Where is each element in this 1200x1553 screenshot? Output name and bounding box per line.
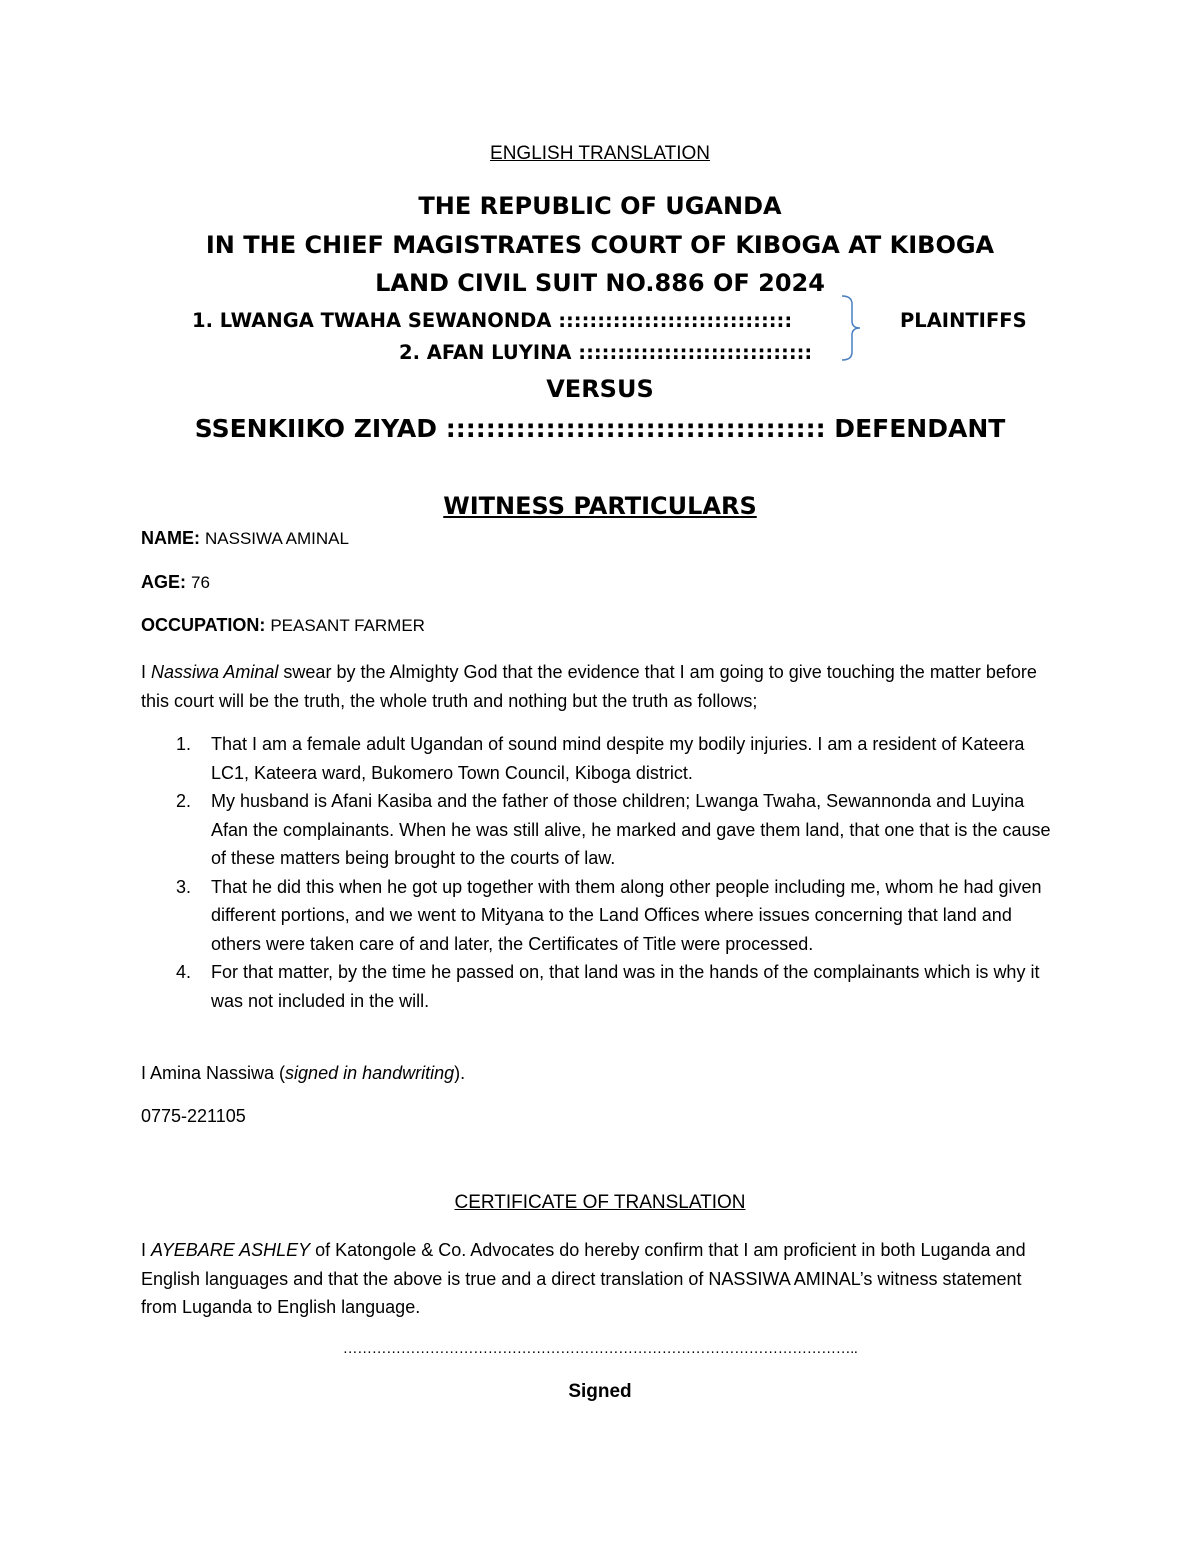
list-item bbox=[141, 958, 1061, 1015]
signed-label: Signed bbox=[568, 1381, 632, 1402]
list-item-text: For that matter, by the time he passed on, that land was in the hands of the complainants which is why it was not included in the will. bbox=[211, 962, 1040, 1011]
age-label: AGE: bbox=[141, 572, 186, 592]
signature-dots: …………………………………………………………………………………………….. bbox=[342, 1340, 858, 1357]
list-item-number: 1. bbox=[176, 734, 192, 754]
signature-suffix: ). bbox=[454, 1063, 466, 1083]
list-item-number: 3. bbox=[176, 876, 192, 897]
list-item-number: 2. bbox=[176, 791, 192, 811]
plaintiffs-brace bbox=[838, 295, 868, 361]
phone-number: 0775-221105 bbox=[141, 1106, 246, 1126]
oath-prefix: I bbox=[141, 662, 147, 682]
certificate-heading: CERTIFICATE OF TRANSLATION bbox=[454, 1192, 746, 1213]
plaintiff-2: 2. AFAN LUYINA :::::::::::::::::::::::::::::: bbox=[399, 341, 813, 364]
numbered-list bbox=[141, 730, 1061, 1015]
age-value: 76 bbox=[191, 573, 210, 592]
witness-signature-line bbox=[141, 1063, 465, 1084]
name-value: NASSIWA AMINAL bbox=[205, 529, 349, 548]
signature-prefix: I Amina Nassiwa ( bbox=[141, 1063, 286, 1083]
certificate-prefix: I bbox=[141, 1240, 147, 1260]
list-item-text: That he did this when he got up together with them along other people including me, whom he had given different portions, and we went to Mityana to the Land Offices where issues concerning that land and others were taken care of and later, the Certificates of Title were processed. bbox=[211, 876, 1042, 954]
defendant-line: SSENKIIKO ZIYAD :::::::::::::::::::::::::::::::::::::: DEFENDANT bbox=[194, 414, 1006, 443]
statement-list bbox=[141, 730, 1061, 1015]
name-label: NAME: bbox=[141, 528, 200, 548]
court-heading: IN THE CHIEF MAGISTRATES COURT OF KIBOGA AT KIBOGA bbox=[205, 231, 995, 259]
certificate-text: of Katongole & Co. Advocates do hereby confirm that I am proficient in both Luganda and English languages and that the above is true and a direct translation of NASSIWA AMINAL’s witness statement from Luganda to English language. bbox=[141, 1240, 1026, 1317]
signature-italic: signed in handwriting bbox=[285, 1063, 455, 1083]
oath-text: swear by the Almighty God that the evidence that I am going to give touching the matter before this court will be the truth, the whole truth and nothing but the truth as follows; bbox=[141, 662, 1037, 711]
list-item bbox=[141, 787, 1061, 873]
occupation-row bbox=[141, 615, 425, 636]
list-item bbox=[141, 873, 1061, 959]
republic-heading: THE REPUBLIC OF UGANDA bbox=[418, 192, 782, 220]
list-item-text: That I am a female adult Ugandan of sound mind despite my bodily injuries. I am a resident of Kateera LC1, Kateera ward, Bukomero Town Council, Kiboga district. bbox=[211, 734, 1025, 783]
list-item-number: 4. bbox=[176, 962, 192, 982]
age-row bbox=[141, 572, 210, 593]
translator-name: AYEBARE ASHLEY bbox=[151, 1240, 311, 1260]
plaintiff-1: 1. LWANGA TWAHA SEWANONDA :::::::::::::::::::::::::::::: bbox=[192, 309, 793, 332]
occupation-value: PEASANT FARMER bbox=[270, 616, 425, 635]
certificate-paragraph bbox=[141, 1236, 1061, 1322]
name-row bbox=[141, 528, 349, 549]
list-item bbox=[141, 730, 1061, 787]
witness-heading: WITNESS PARTICULARS bbox=[443, 492, 757, 520]
plaintiffs-label: PLAINTIFFS bbox=[900, 309, 1027, 332]
versus-heading: VERSUS bbox=[546, 375, 654, 403]
occupation-label: OCCUPATION: bbox=[141, 615, 266, 635]
oath-witness-name: Nassiwa Aminal bbox=[151, 662, 279, 682]
oath-paragraph bbox=[141, 658, 1061, 715]
list-item-text: My husband is Afani Kasiba and the father of those children; Lwanga Twaha, Sewannonda and Luyina Afan the complainants. When he was still alive, he marked and gave them land, that one that is the cause of these matters being brought to the courts of law. bbox=[211, 791, 1051, 868]
translation-label: ENGLISH TRANSLATION bbox=[490, 143, 710, 164]
suit-heading: LAND CIVIL SUIT NO.886 OF 2024 bbox=[375, 269, 825, 297]
